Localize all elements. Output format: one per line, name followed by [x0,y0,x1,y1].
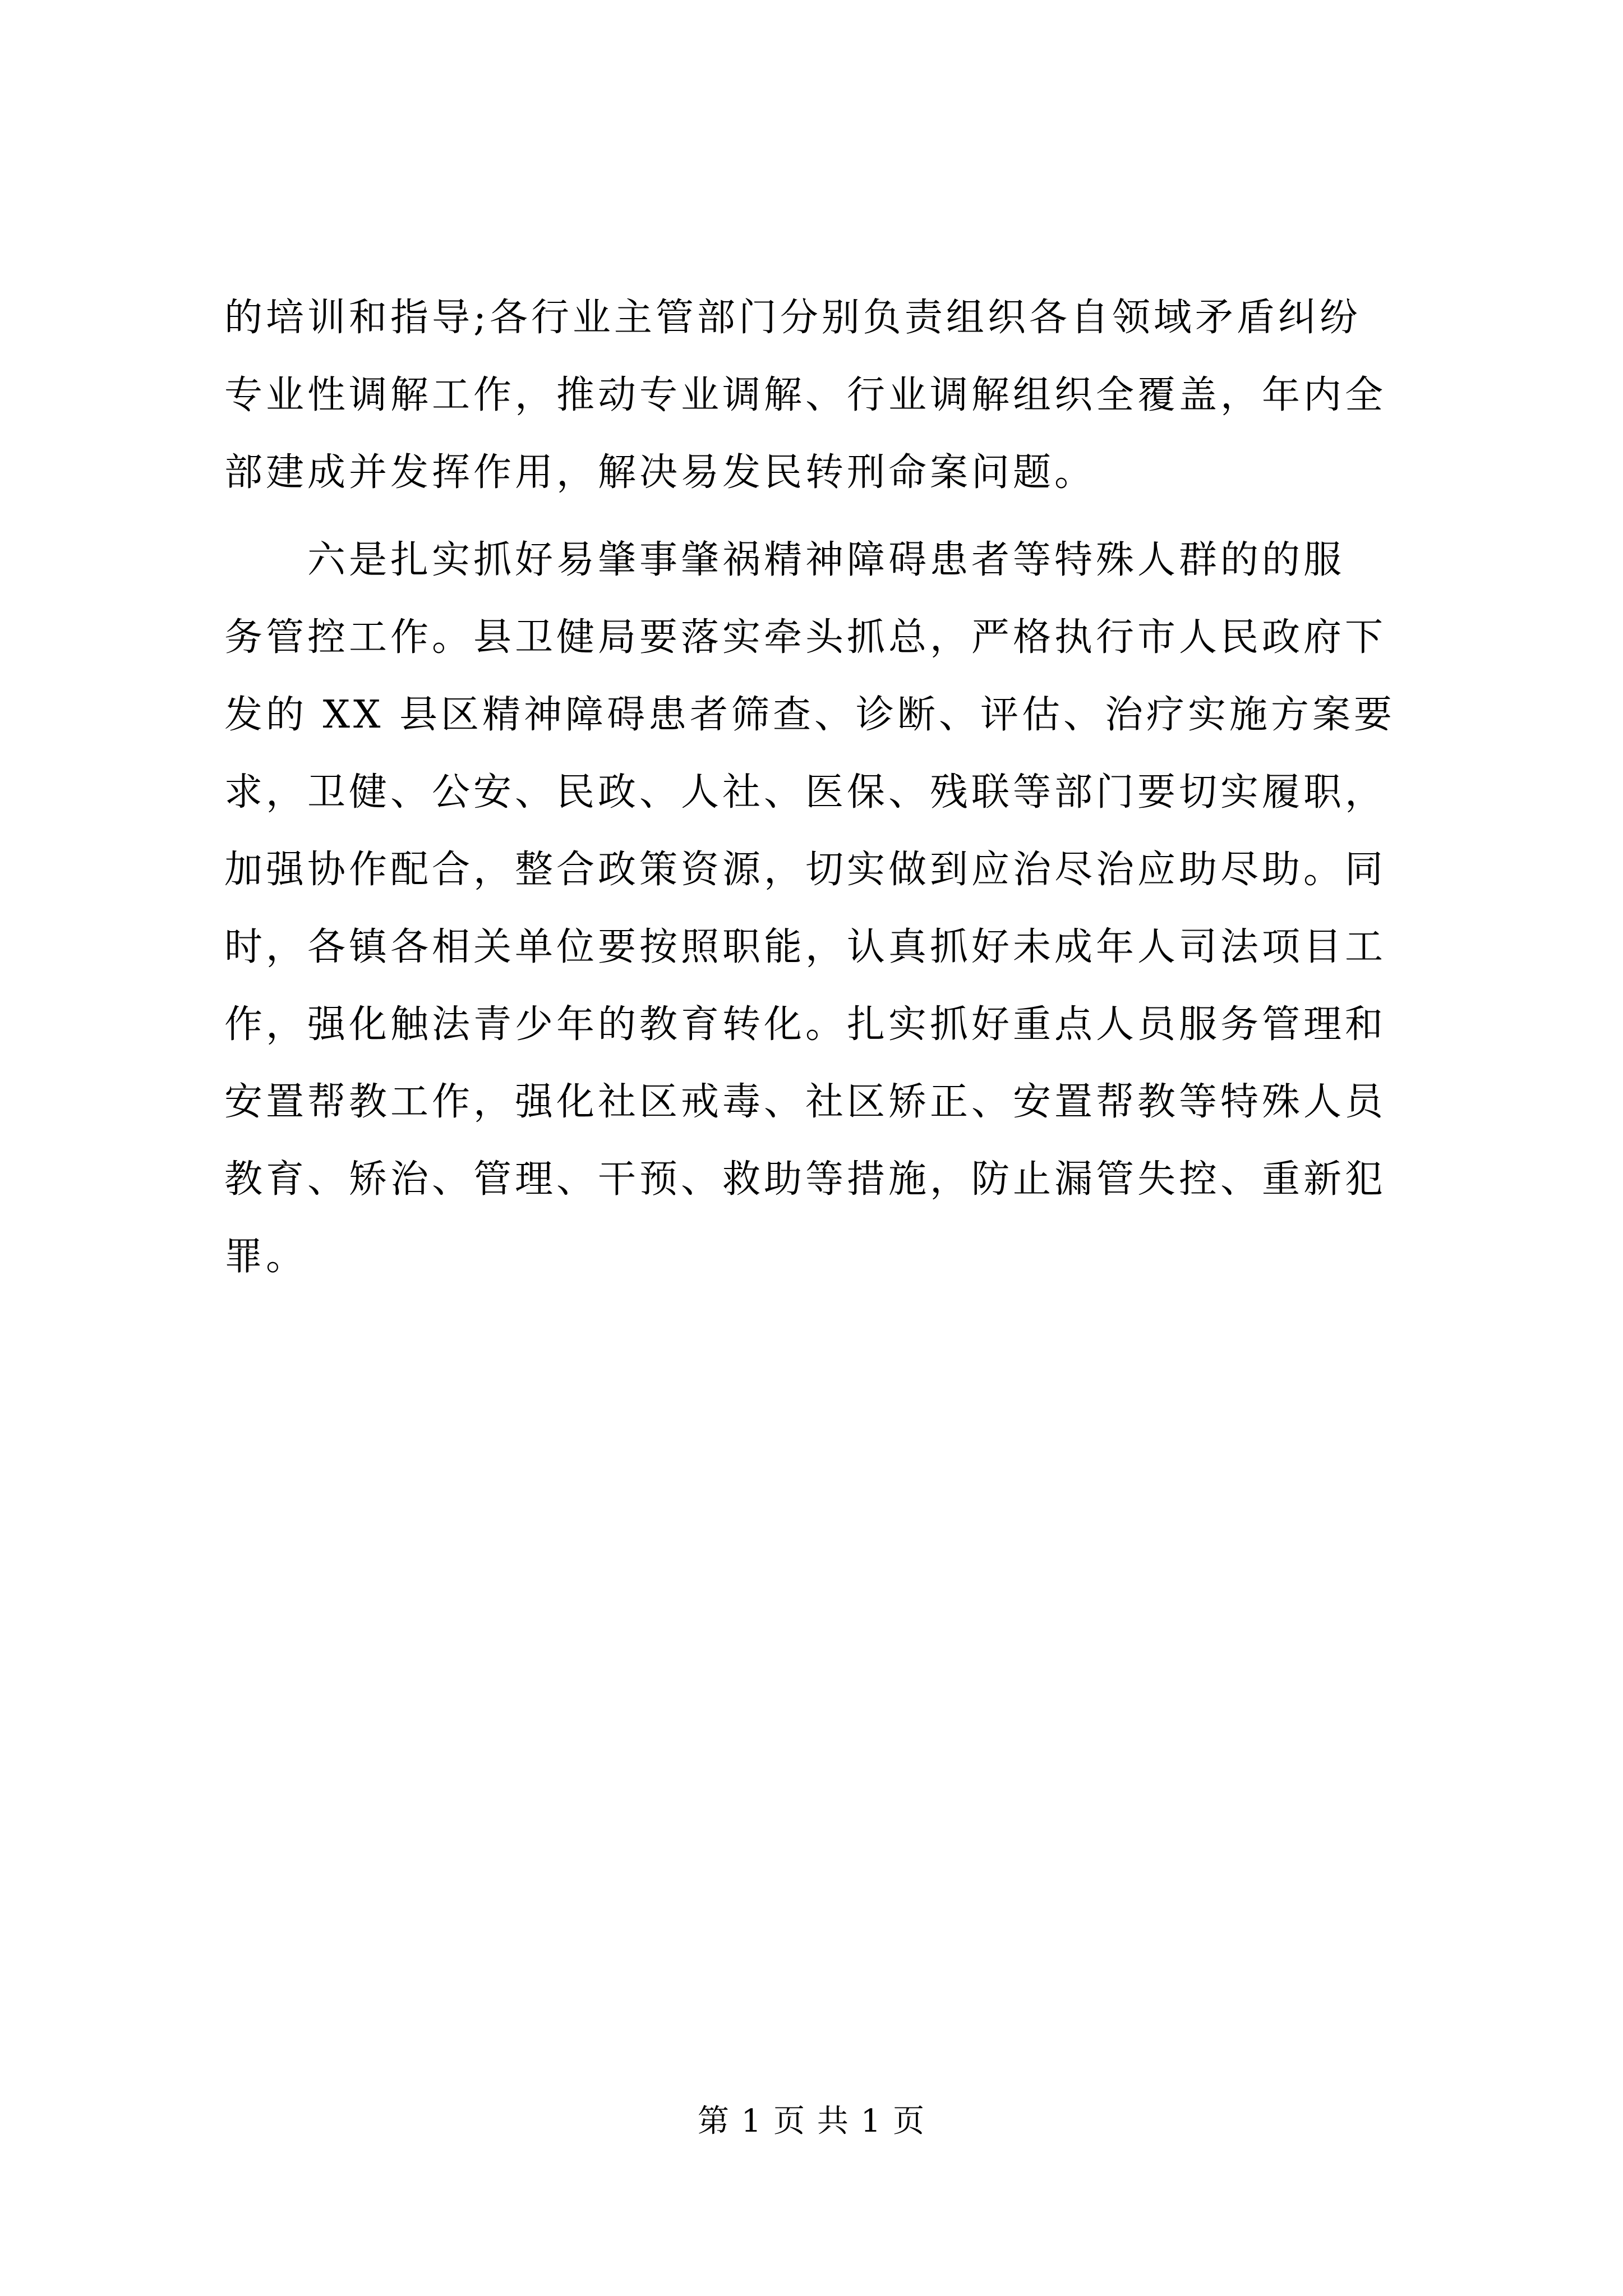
text-line: 的培训和指导;各行业主管部门分别负责组织各自领域矛盾纠纷 [224,296,1361,340]
page-number: 第 1 页 共 1 页 [697,2103,926,2139]
paragraph-1 [224,279,1410,512]
text-line: 罪。 [224,1235,308,1279]
text-line: 六是扎实抓好易肇事肇祸精神障碍患者等特殊人群的的服 [224,538,1345,582]
text-line: 务管控工作。县卫健局要落实牵头抓总，严格执行市人民政府下 [224,615,1387,660]
text-line: 部建成并发挥作用，解决易发民转刑命案问题。 [224,450,1096,495]
text-line: 作，强化触法青少年的教育转化。扎实抓好重点人员服务管理和 [224,1002,1387,1047]
text-line: 加强协作配合，整合政策资源，切实做到应治尽治应助尽助。同 [224,848,1387,892]
text-line: 教育、矫治、管理、干预、救助等措施，防止漏管失控、重新犯 [224,1157,1387,1202]
text-line: 发的 XX 县区精神障碍患者筛查、诊断、评估、治疗实施方案要 [224,693,1396,737]
paragraph-2 [224,522,1410,1296]
text-line: 时，各镇各相关单位要按照职能，认真抓好未成年人司法项目工 [224,925,1387,969]
document-body [224,279,1410,1296]
page-footer [0,2099,1623,2144]
paragraph-spacer [224,512,1410,522]
text-line: 安置帮教工作，强化社区戒毒、社区矫正、安置帮教等特殊人员 [224,1080,1387,1124]
text-line: 求，卫健、公安、民政、人社、医保、残联等部门要切实履职， [224,770,1387,815]
text-line: 专业性调解工作，推动专业调解、行业调解组织全覆盖，年内全 [224,373,1387,417]
